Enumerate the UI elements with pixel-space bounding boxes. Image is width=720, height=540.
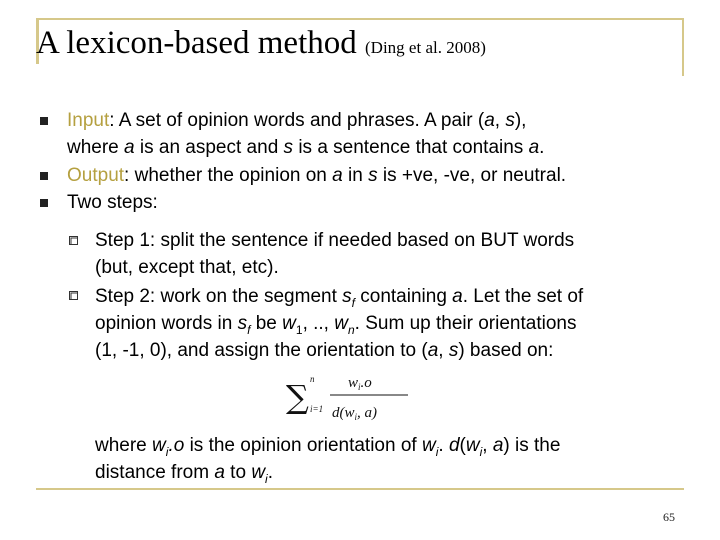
- var-w: w: [465, 435, 480, 456]
- orientation-formula: [286, 366, 416, 426]
- text: opinion words in: [95, 313, 238, 334]
- var-a: a: [528, 137, 540, 158]
- text: distance from: [95, 462, 215, 483]
- text: : whether the opinion on: [124, 165, 333, 186]
- step-2-line-3: [95, 338, 553, 363]
- text: .: [438, 435, 449, 456]
- var-s: s: [448, 340, 459, 361]
- formula-lower-limit: i=1: [310, 404, 324, 414]
- formula-i: i: [358, 382, 361, 392]
- text: , ..,: [302, 313, 335, 334]
- formula-denominator: [332, 405, 377, 422]
- subscript-i: i: [435, 444, 439, 459]
- var-a: a: [484, 110, 495, 131]
- checkbox-bullet-icon: [69, 236, 78, 245]
- bullet-output-line: [67, 163, 566, 188]
- input-text: : A set of opinion words and phrases. A pair (: [109, 110, 485, 131]
- subscript-f: f: [351, 295, 355, 310]
- slide-citation: (Ding et al. 2008): [365, 38, 486, 57]
- subscript-1: 1: [295, 322, 303, 337]
- output-keyword: Output: [67, 165, 125, 186]
- text: be: [250, 313, 283, 334]
- formula-i: i: [354, 412, 358, 422]
- text: .: [267, 462, 273, 483]
- text: ,: [438, 340, 449, 361]
- text: (1, -1, 0), and assign the orientation to (: [95, 340, 428, 361]
- step-1-line-2: (but, except that, etc).: [95, 257, 279, 278]
- text: is +ve, -ve, or neutral.: [377, 165, 567, 186]
- subscript-i: i: [265, 471, 268, 486]
- page-number: 65: [663, 510, 675, 524]
- text: is a sentence that contains: [293, 137, 529, 158]
- var-s: s: [283, 137, 294, 158]
- slide-title-text: A lexicon-based method: [36, 25, 357, 61]
- step-1-line-1: Step 1: split the sentence if needed based on BUT words: [95, 230, 575, 251]
- bullet-two-steps: Two steps:: [67, 192, 158, 213]
- subscript-i: i: [165, 444, 169, 459]
- bullet-square-icon: [40, 117, 48, 125]
- formula-upper-limit: n: [310, 374, 315, 384]
- var-w: w: [334, 313, 348, 334]
- var-o: .o: [168, 435, 185, 456]
- comma: ,: [494, 110, 506, 131]
- subscript-i: i: [479, 444, 483, 459]
- formula-d-w: d(w: [332, 405, 355, 421]
- var-w: w: [421, 435, 436, 456]
- text: ) is the: [503, 435, 561, 456]
- text: is an aspect and: [134, 137, 284, 158]
- text: ) based on:: [458, 340, 554, 361]
- text: .: [539, 137, 545, 158]
- text: containing: [354, 286, 453, 307]
- close-paren: ),: [514, 110, 527, 131]
- var-a: a: [124, 137, 135, 158]
- var-a: a: [452, 286, 463, 307]
- var-a: a: [427, 340, 439, 361]
- bullet-square-icon: [40, 199, 48, 207]
- var-s: s: [342, 286, 352, 307]
- var-w: w: [152, 435, 166, 456]
- var-s: s: [368, 165, 378, 186]
- text: is the opinion orientation of: [184, 435, 422, 456]
- text: where: [67, 137, 125, 158]
- formula-a: , a): [357, 405, 378, 421]
- subscript-f: f: [247, 322, 251, 337]
- bullet-input-line-1: [67, 108, 526, 133]
- text: . Sum up their orientations: [354, 313, 577, 334]
- var-a: a: [332, 165, 343, 186]
- text: (: [459, 435, 466, 456]
- formula-dot-o: .o: [360, 375, 372, 391]
- subscript-n: n: [347, 322, 355, 337]
- var-s: s: [237, 313, 248, 334]
- explanation-line-2: [95, 460, 273, 492]
- formula-numerator: [348, 375, 372, 392]
- formula-w: w: [348, 375, 359, 391]
- text: where: [95, 435, 153, 456]
- formula-sigma: ∑: [286, 378, 309, 416]
- input-keyword: Input: [67, 110, 110, 131]
- text: in: [342, 165, 369, 186]
- var-a: a: [492, 435, 504, 456]
- bullet-input-line-2: [67, 135, 544, 160]
- checkbox-bullet-icon: [69, 291, 78, 300]
- text: . Let the set of: [462, 286, 584, 307]
- text: Step 2: work on the segment: [95, 286, 343, 307]
- bullet-square-icon: [40, 172, 48, 180]
- var-w: w: [251, 462, 266, 483]
- var-s: s: [505, 110, 515, 131]
- var-a: a: [214, 462, 225, 483]
- var-w: w: [282, 313, 296, 334]
- text: ,: [482, 435, 493, 456]
- var-d: d: [448, 435, 460, 456]
- text: to: [224, 462, 252, 483]
